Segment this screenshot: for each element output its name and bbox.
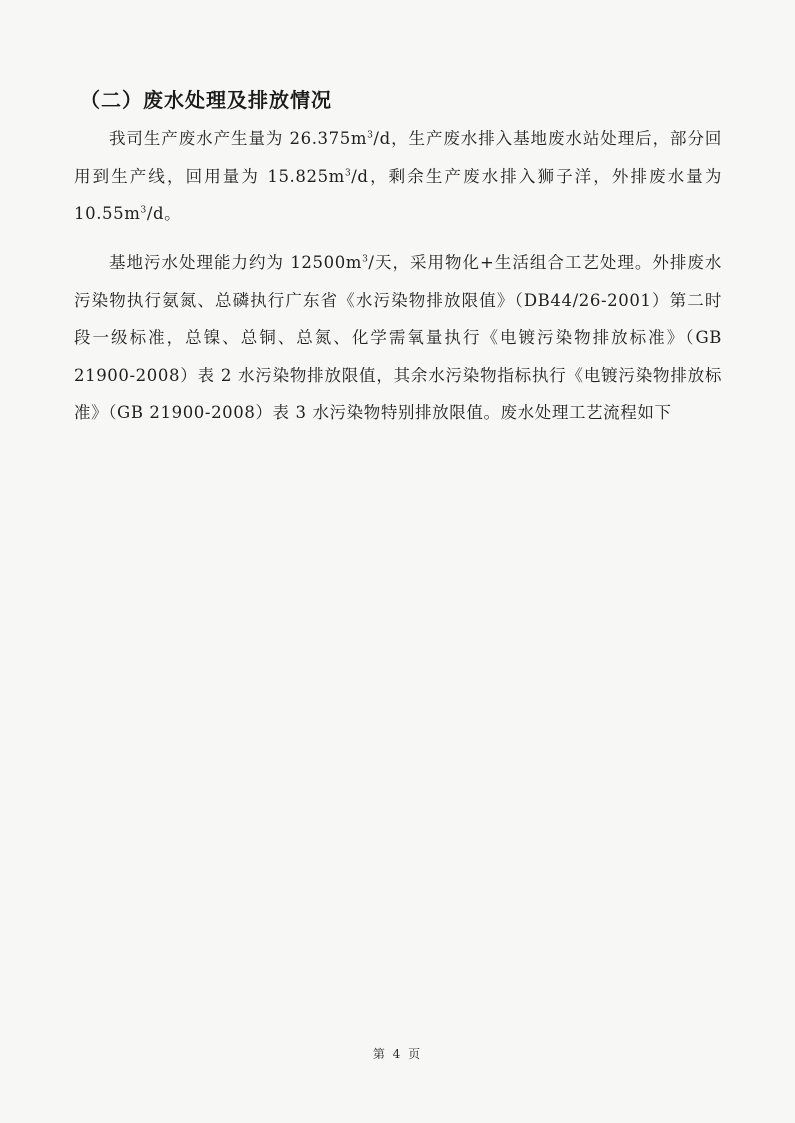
superscript: 3 <box>344 168 352 178</box>
superscript: 3 <box>367 130 374 141</box>
text-segment: /d，生产废水排入基地废水站处理后，部分回用到生产线，回用量为 15.825m <box>74 129 722 186</box>
text-segment: /d，剩余生产废水排入狮子洋，外排废水量为 10.55m <box>74 166 722 223</box>
text-segment: 基地污水处理能力约为 12500m <box>109 253 363 272</box>
text-segment: /天，采用物化+生活组合工艺处理。外排废水污染物执行氨氮、总磷执行广东省《水污染物排放限值》（DB44/26-2001）第二时段一级标准，总镍、总铜、总氮、化学需氧量执行《电镀污染物排放标准》（GB 21900-2008）表 2 水污染物排放限值，其余水污染物指标执行《电镀污染物排放标准》（GB 21900-2008）表 3 水污染物特别排放限值。废水处理工艺流程如下 <box>74 253 722 422</box>
section-heading: （二）废水处理及排放情况 <box>80 88 332 112</box>
text-segment: /d。 <box>146 204 182 223</box>
text-segment: 我司生产废水产生量为 26.375m <box>109 129 368 148</box>
superscript: 3 <box>140 205 147 216</box>
superscript: 3 <box>362 254 369 265</box>
paragraph-wastewater-volume <box>74 120 722 233</box>
page-number: 第 4 页 <box>372 1047 423 1061</box>
paragraph-treatment-standards <box>74 244 722 432</box>
